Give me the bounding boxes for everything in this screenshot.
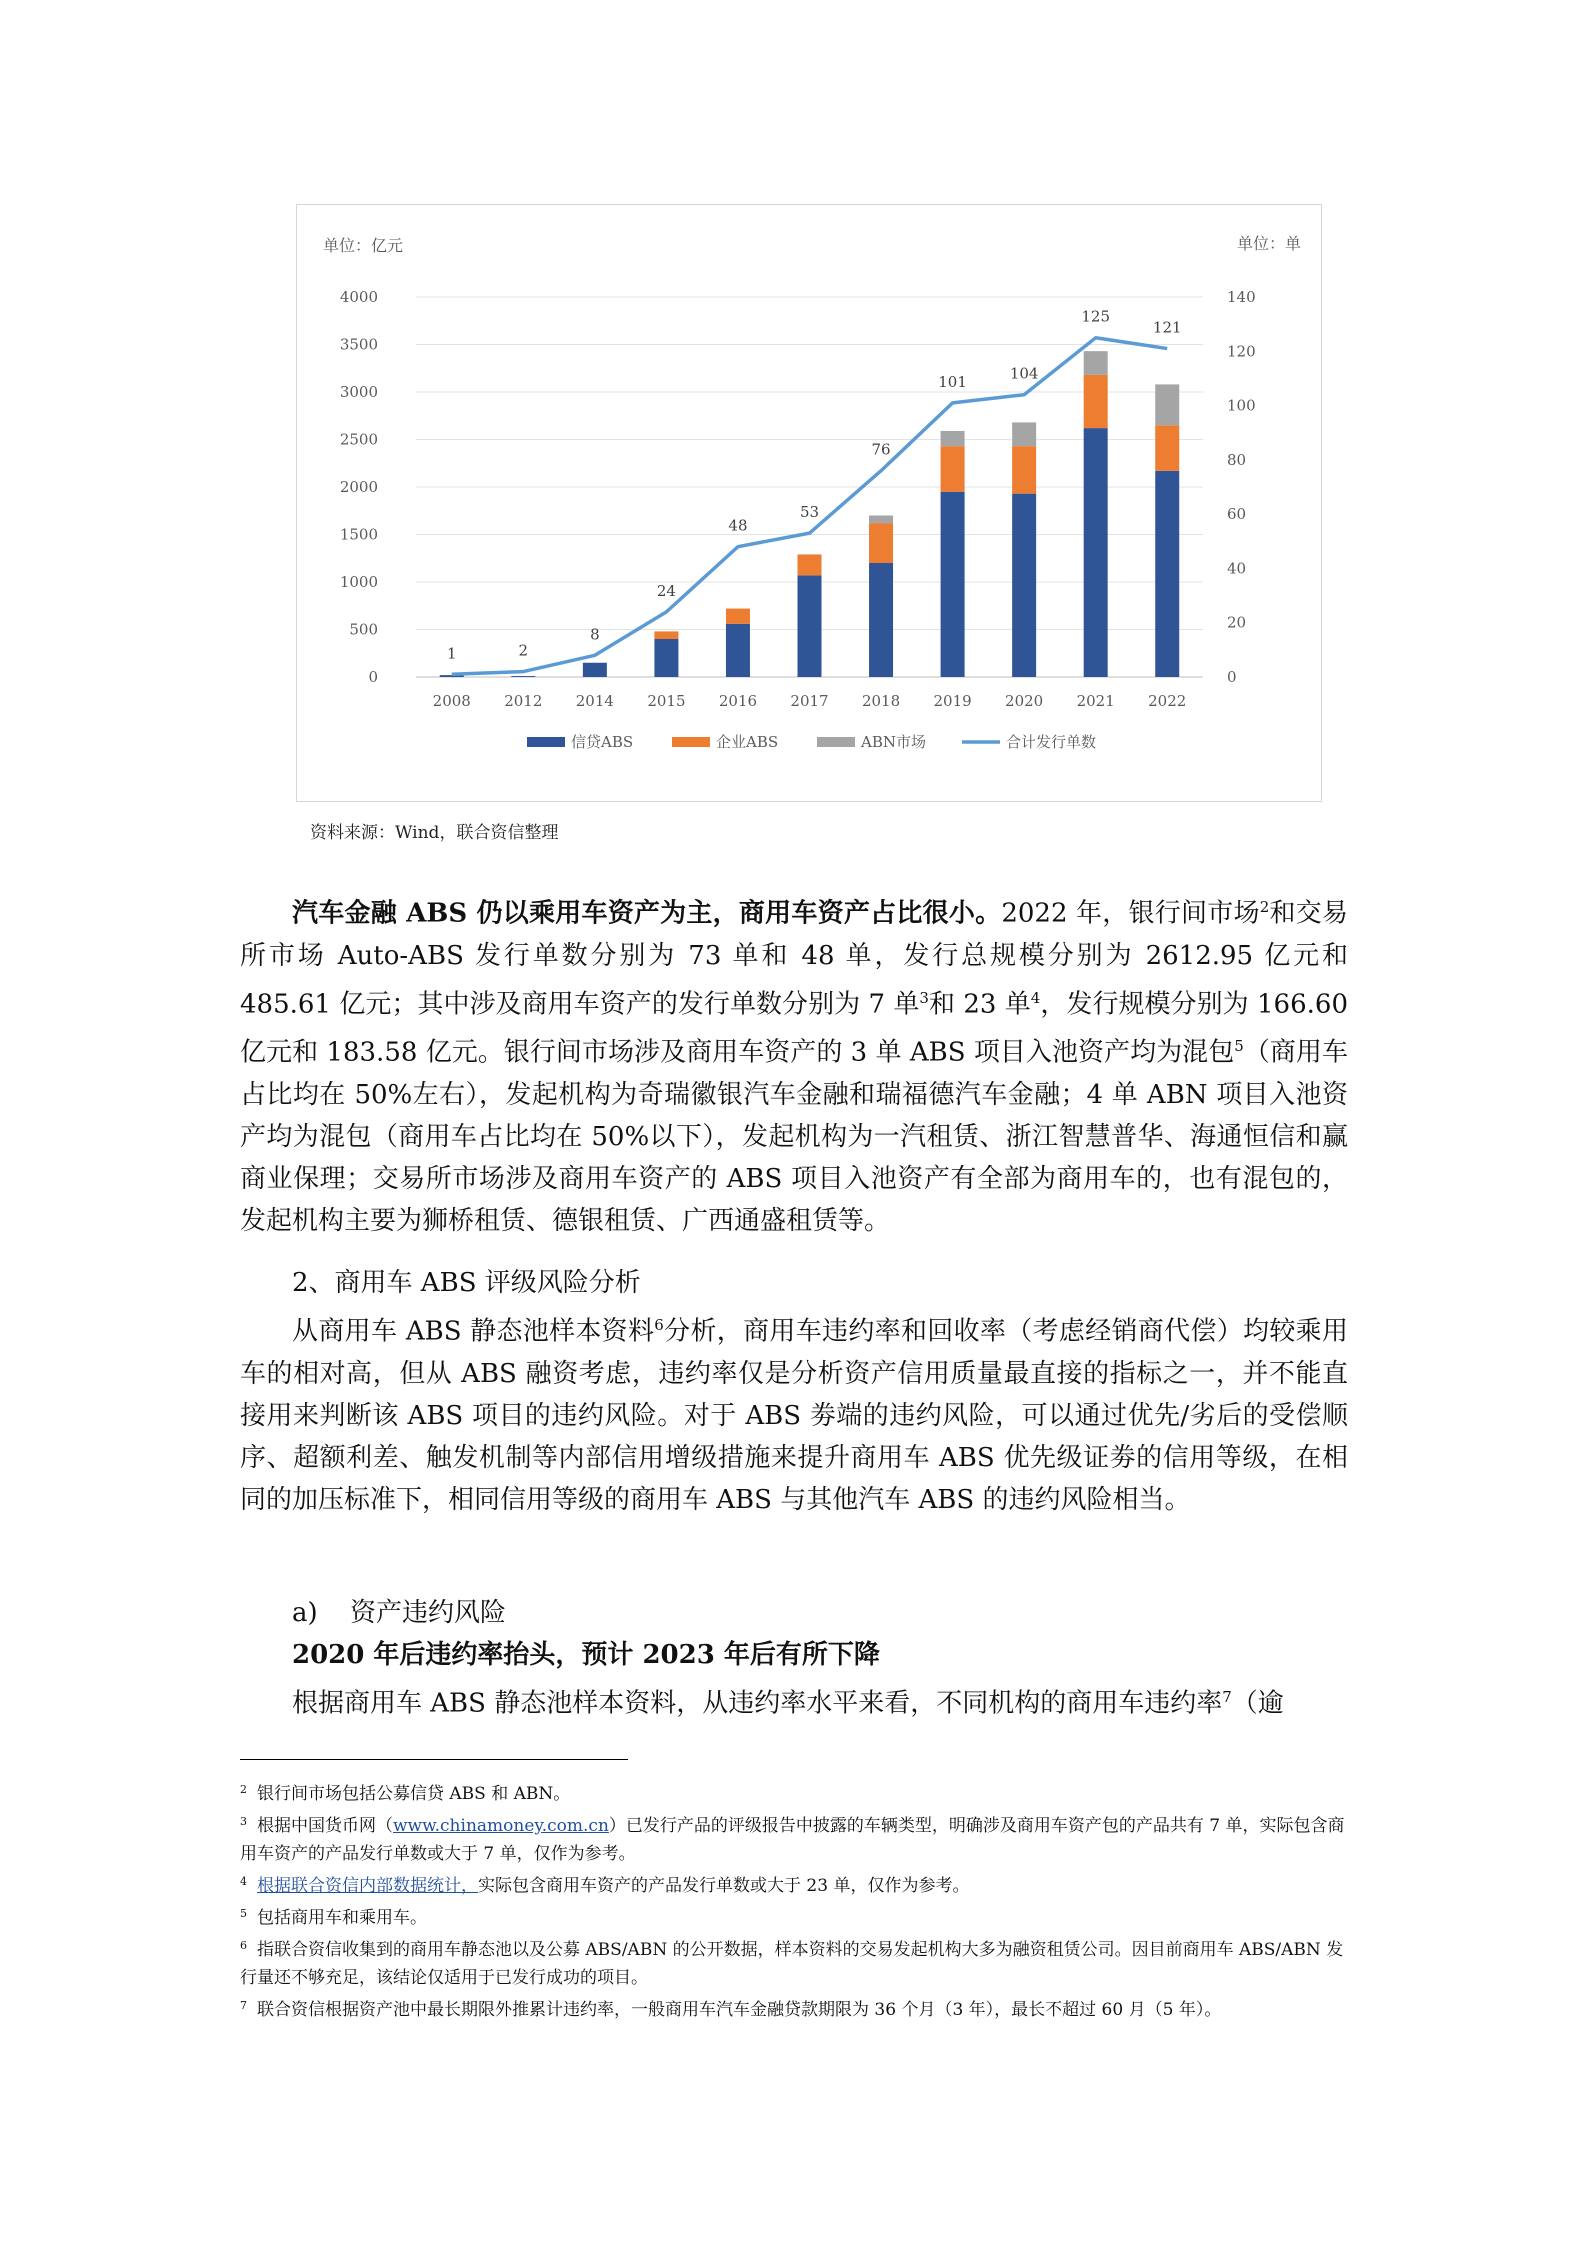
paragraph-text: 和 23 单 — [928, 989, 1031, 1020]
right-tick-label: 140 — [1227, 288, 1256, 306]
right-tick-label: 20 — [1227, 613, 1247, 632]
bar-信贷ABS — [941, 492, 965, 677]
footnote-text: 银行间市场包括公募信贷 ABS 和 ABN。 — [257, 1784, 571, 1804]
right-tick-label: 40 — [1227, 559, 1247, 578]
paragraph-text: ，发行规模分别为 166.60 亿元和 183.58 亿元。银行间市场涉及商用车资产的 3 单 ABS 项目入池资产均为混包 — [240, 989, 1348, 1068]
x-tick-label: 2012 — [504, 692, 543, 710]
footnote-ref[interactable]: 5 — [1234, 1037, 1244, 1056]
paragraph-lead: 汽车金融 ABS 仍以乘用车资产为主，商用车资产占比很小。 — [292, 898, 1002, 929]
footnote-ref[interactable]: 2 — [1259, 898, 1270, 916]
footnote-ref[interactable]: 7 — [1222, 1688, 1232, 1706]
right-tick-label: 60 — [1227, 505, 1247, 524]
section-heading: 2、商用车 ABS 评级风险分析 — [292, 1268, 641, 1298]
footnote-ref[interactable]: 6 — [654, 1316, 664, 1334]
line-data-label: 53 — [799, 503, 820, 522]
legend-label: 合计发行单数 — [1006, 733, 1097, 751]
line-data-label: 24 — [656, 581, 676, 600]
bar-信贷ABS — [798, 575, 822, 677]
bold-heading: 2020 年后违约率抬头，预计 2023 年后有所下降 — [292, 1640, 880, 1670]
legend-label: 信贷ABS — [571, 733, 634, 751]
footnote-text: 包括商用车和乘用车。 — [257, 1908, 427, 1928]
footnote-text: 根据中国货币网（ — [257, 1816, 393, 1836]
left-tick-label: 2000 — [339, 478, 378, 496]
x-tick-label: 2014 — [575, 692, 614, 710]
bar-信贷ABS — [511, 676, 535, 677]
x-tick-label: 2019 — [933, 692, 972, 710]
left-tick-label: 1500 — [339, 525, 378, 544]
paragraph-text: 根据商用车 ABS 静态池样本资料，从违约率水平来看，不同机构的商用车违约率 — [292, 1688, 1223, 1719]
line-data-label: 101 — [938, 372, 967, 391]
x-tick-label: 2022 — [1148, 692, 1187, 710]
footnote-number: 2 — [240, 1783, 247, 1796]
line-data-label: 48 — [728, 516, 748, 535]
footnote — [240, 1904, 1350, 1932]
bar-ABN市场 — [1084, 351, 1108, 375]
paragraph-text: 和交易所市场 Auto-ABS 发行单数分别为 73 单和 48 单，发行总规模分别为 2612.95 亿元和 485.61 亿元；其中涉及商用车资产的发行单数分别为 7 单 — [240, 898, 1348, 1020]
paragraph-auto-abs-overview — [240, 886, 1348, 1242]
footnote-number: 5 — [240, 1907, 247, 1920]
footnote-text: 指联合资信收集到的商用车静态池以及公募 ABS/ABN 的公开数据，样本资料的交易发起机构大多为融资租赁公司。因目前商用车 ABS/ABN 发行量还不够充足，该结论仅适用于已发行成功的项目。 — [240, 1940, 1344, 1988]
footnote-divider — [240, 1759, 628, 1760]
paragraph-text: 从商用车 ABS 静态池样本资料 — [292, 1316, 655, 1347]
line-data-label: 8 — [590, 625, 600, 644]
subsection-title: 资产违约风险 — [350, 1598, 507, 1628]
bar-企业ABS — [726, 609, 750, 624]
paragraph-text: （商用车占比均在 50%左右），发起机构为奇瑞徽银汽车金融和瑞福德汽车金融；4 单 ABN 项目入池资产均为混包（商用车占比均在 50%以下），发起机构为一汽租赁、浙江智慧普华、海通恒信和赢商业保理；交易所市场涉及商用车资产的 ABS 项目入池资产有全部为商用车的，也有混包的，发起机构主要为狮桥租赁、德银租赁、广西通盛租赁等。 — [240, 1037, 1348, 1236]
chinamoney-link[interactable]: www.chinamoney.com.cn — [393, 1816, 609, 1836]
bar-ABN市场 — [1012, 422, 1036, 446]
footnote-number: 4 — [240, 1875, 247, 1888]
footnote-number: 3 — [240, 1815, 247, 1828]
x-tick-label: 2018 — [861, 692, 901, 710]
bar-信贷ABS — [1155, 471, 1179, 677]
legend-swatch — [672, 737, 710, 747]
paragraph-text: 2022 年，银行间市场 — [1001, 898, 1260, 929]
x-tick-label: 2017 — [790, 692, 829, 710]
subsection-heading — [292, 1592, 506, 1634]
footnote — [240, 1812, 1350, 1868]
footnotes — [240, 1780, 1350, 2028]
right-tick-label: 100 — [1227, 396, 1256, 415]
bar-ABN市场 — [941, 431, 965, 446]
right-axis-unit: 单位：单 — [1236, 234, 1301, 253]
footnote-link[interactable]: 根据联合资信内部数据统计， — [257, 1876, 478, 1896]
bar-信贷ABS — [869, 563, 893, 677]
footnote-number: 7 — [240, 1999, 247, 2012]
paragraph-text: 分析，商用车违约率和回收率（考虑经销商代偿）均较乘用车的相对高，但从 ABS 融资考虑，违约率仅是分析资产信用质量最直接的指标之一，并不能直接用来判断该 ABS 项目的违约风险。对于 ABS 劵端的违约风险，可以通过优先/劣后的受偿顺序、超额利差、触发机制等内部信用增级措施来提升商用车 ABS 优先级证劵的信用等级，在相同的加压标准下，相同信用等级的商用车 ABS 与其他汽车 ABS 的违约风险相当。 — [240, 1316, 1348, 1515]
line-data-label: 76 — [871, 440, 891, 459]
paragraph-rating-risk — [240, 1304, 1348, 1521]
x-tick-label: 2008 — [432, 692, 471, 710]
footnote-ref[interactable]: 4 — [1030, 988, 1041, 1007]
bar-信贷ABS — [1012, 494, 1036, 677]
bar-信贷ABS — [726, 624, 750, 677]
bar-信贷ABS — [1084, 428, 1108, 677]
legend-label: ABN市场 — [861, 733, 926, 751]
left-tick-label: 3500 — [339, 335, 378, 354]
right-tick-label: 120 — [1227, 342, 1256, 361]
abs-issuance-chart — [296, 204, 1322, 802]
legend-swatch — [527, 737, 565, 747]
line-data-label: 104 — [1009, 364, 1039, 383]
footnote-ref[interactable]: 3 — [919, 988, 929, 1007]
bar-企业ABS — [798, 554, 822, 575]
bar-ABN市场 — [1155, 384, 1179, 425]
x-tick-label: 2016 — [718, 692, 758, 710]
chart-canvas — [297, 205, 1321, 801]
source-note: 资料来源：Wind，联合资信整理 — [310, 823, 559, 843]
footnote — [240, 1780, 1350, 1808]
footnote-number: 6 — [240, 1939, 247, 1952]
x-tick-label: 2020 — [1005, 692, 1044, 710]
left-tick-label: 3000 — [339, 383, 378, 401]
footnote-text: ）已发行产品的评级报告中披露的车辆类型，明确涉及商用车资产包的产品共有 7 单，实际包含商用车资产的产品发行单数或大于 7 单，仅作为参考。 — [240, 1816, 1345, 1864]
left-tick-label: 2500 — [339, 430, 378, 449]
bar-企业ABS — [1155, 425, 1179, 471]
footnote — [240, 1936, 1350, 1992]
left-tick-label: 4000 — [339, 288, 378, 306]
bar-ABN市场 — [869, 516, 893, 524]
left-axis-unit: 单位：亿元 — [323, 236, 404, 255]
legend-label: 企业ABS — [716, 733, 779, 751]
footnote-text: 联合资信根据资产池中最长期限外推累计违约率，一般商用车汽车金融贷款期限为 36 个月（3 年），最长不超过 60 月（5 年）。 — [257, 2000, 1222, 2020]
bar-信贷ABS — [583, 663, 607, 677]
right-tick-label: 80 — [1227, 450, 1247, 469]
paragraph-default-rate — [240, 1676, 1348, 1725]
x-tick-label: 2021 — [1076, 692, 1115, 710]
footnote-text: 实际包含商用车资产的产品发行单数或大于 23 单，仅作为参考。 — [478, 1876, 970, 1896]
left-tick-label: 0 — [368, 668, 378, 686]
footnote — [240, 1872, 1350, 1900]
line-data-label: 121 — [1152, 318, 1182, 337]
paragraph-text: （逾 — [1231, 1688, 1284, 1719]
left-tick-label: 500 — [349, 620, 378, 639]
bar-信贷ABS — [654, 639, 678, 677]
footnote — [240, 1996, 1350, 2024]
x-tick-label: 2015 — [647, 692, 686, 710]
right-tick-label: 0 — [1227, 668, 1237, 686]
bar-企业ABS — [1012, 446, 1036, 494]
legend-swatch — [817, 737, 855, 747]
bar-企业ABS — [941, 446, 965, 492]
line-data-label: 125 — [1081, 307, 1111, 326]
bar-企业ABS — [1084, 375, 1108, 428]
line-data-label: 2 — [518, 641, 529, 660]
bar-企业ABS — [869, 523, 893, 563]
bar-企业ABS — [654, 631, 678, 639]
subsection-label: a) — [292, 1598, 318, 1628]
line-data-label: 1 — [446, 644, 457, 663]
left-tick-label: 1000 — [339, 573, 378, 591]
